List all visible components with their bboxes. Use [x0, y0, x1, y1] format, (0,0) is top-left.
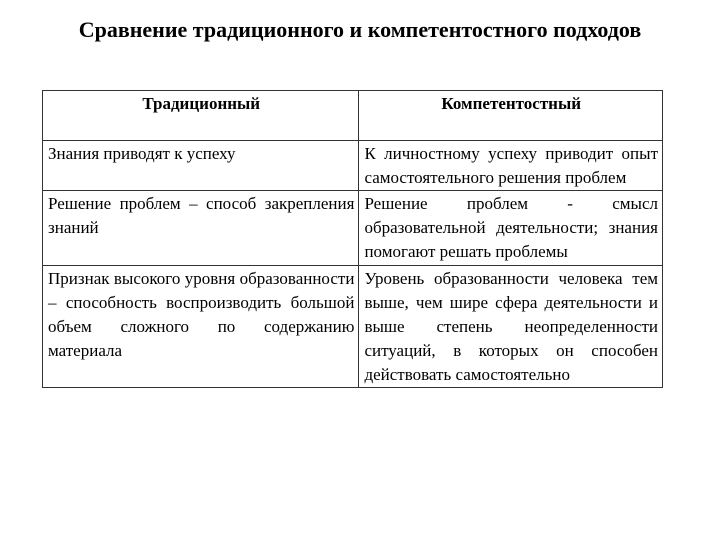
table-row: [43, 191, 663, 266]
header-competence: Компетентостный: [359, 91, 663, 141]
table-row: [43, 266, 663, 388]
cell-competence: К личностному успеху приводит опыт самостоятельного решения проблем: [359, 141, 663, 191]
header-traditional: Традиционный: [43, 91, 359, 141]
cell-competence: Уровень образованности человека тем выше, чем шире сфера деятельности и выше степень неопределенности ситуаций, в которых он способен действовать самостоятельно: [359, 266, 663, 388]
comparison-table: [42, 90, 663, 388]
table-row: [43, 141, 663, 191]
cell-competence: Решение проблем - смысл образовательной деятельности; знания помогают решать проблемы: [359, 191, 663, 266]
cell-traditional: Знания приводят к успеху: [43, 141, 359, 191]
table-header-row: [43, 91, 663, 141]
page-title: Сравнение традиционного и компетентостного подходов: [78, 17, 642, 42]
cell-traditional: Признак высокого уровня образованности – способность воспроизводить большой объем сложного по содержанию материала: [43, 266, 359, 388]
cell-traditional: Решение проблем – способ закрепления знаний: [43, 191, 359, 266]
